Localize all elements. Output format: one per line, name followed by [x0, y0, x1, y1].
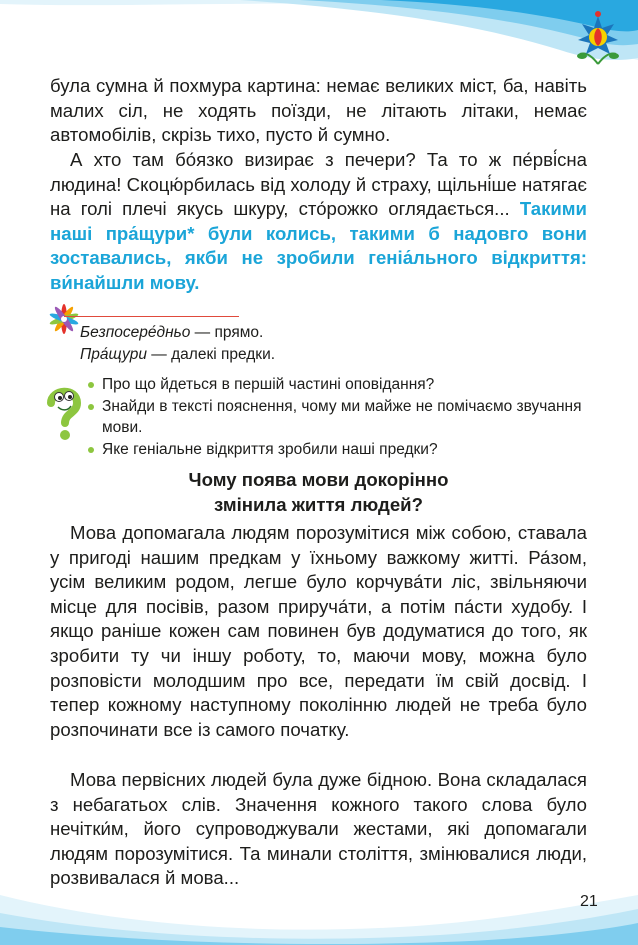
glossary-entry [80, 322, 275, 344]
question-item: Яке геніальне відкриття зробили наші предки? [88, 439, 588, 461]
second-paragraph-block [50, 148, 587, 296]
page-number: 21 [580, 893, 598, 910]
top-wave-decoration [0, 0, 638, 80]
section-heading [50, 467, 587, 517]
question-mark-character-icon [43, 383, 85, 441]
highlighted-sentence: Такими наші пра́щури* були колись, такими б надовго вони зоставались, якби не зробили геніа́льного відкриття: ви́найшли мову. [50, 198, 587, 293]
second-paragraph [50, 148, 587, 296]
section-heading-line: змінила життя людей? [214, 494, 423, 515]
second-paragraph-plain: А хто там бо́язко визирає з печери? Та то ж пе́рві́сна людина! Скоцю́рбилась від холоду й страху, щільні́ше натягає на голі плечі якусь шкуру, сто́рожко оглядається... [50, 149, 587, 220]
third-paragraph: Мова допомагала людям порозумітися між собою, ставала у пригоді нашим предкам у їхньому важкому житті. Ра́зом, усім великим родом, легше було корчува́ти ліс, звільняючи місце для посівів, разом прируча́ти, а потім па́сти худобу. І якщо раніше кожен сам повинен був додуматися до того, як зробити ту чи іншу роботу, то, маючи мову, можна було розповісти молодшим про все, передати їм свій досвід. І тепер кожному наступному поколінню людей не треба було розпочинати все із самого початку. [50, 522, 587, 740]
section-heading-line: Чому поява мови докорінно [188, 469, 449, 490]
bottom-wave-decoration [0, 865, 638, 945]
question-item: Знайди в тексті пояснення, чому ми майже не помічаємо звучання мови. [88, 396, 588, 439]
intro-paragraph: була сумна й похмура картина: немає великих міст, ба, навіть малих сіл, не ходять поїзди, не літають літаки, немає автомобілів, скрізь тихо, пусто й сумно. [50, 75, 587, 146]
glossary-definition: — далекі предки. [147, 346, 276, 363]
glossary-term: Пра́щури [80, 346, 147, 363]
glossary-definition: — прямо. [190, 324, 264, 341]
glossary-divider [64, 316, 239, 317]
glossary-entry [80, 344, 275, 366]
questions-list [88, 374, 588, 460]
flower-ornament-icon [574, 10, 622, 72]
fourth-paragraph: Мова первісних людей була дуже бідною. Вона складалася з небагатьох слів. Значення кожного такого слова було нечітки́м, його супроводжували жестами, які допомагали людям порозумітися. Та минали століття, змінювалися люди, розвивалася й мова... [50, 769, 587, 889]
glossary [80, 322, 275, 366]
third-paragraph-block [50, 521, 587, 742]
asterisk-star-icon [46, 301, 82, 337]
question-item: Про що йдеться в першій частині оповідання? [88, 374, 588, 396]
glossary-term: Безпосере́дньо [80, 324, 191, 341]
intro-paragraph-block [50, 74, 587, 148]
